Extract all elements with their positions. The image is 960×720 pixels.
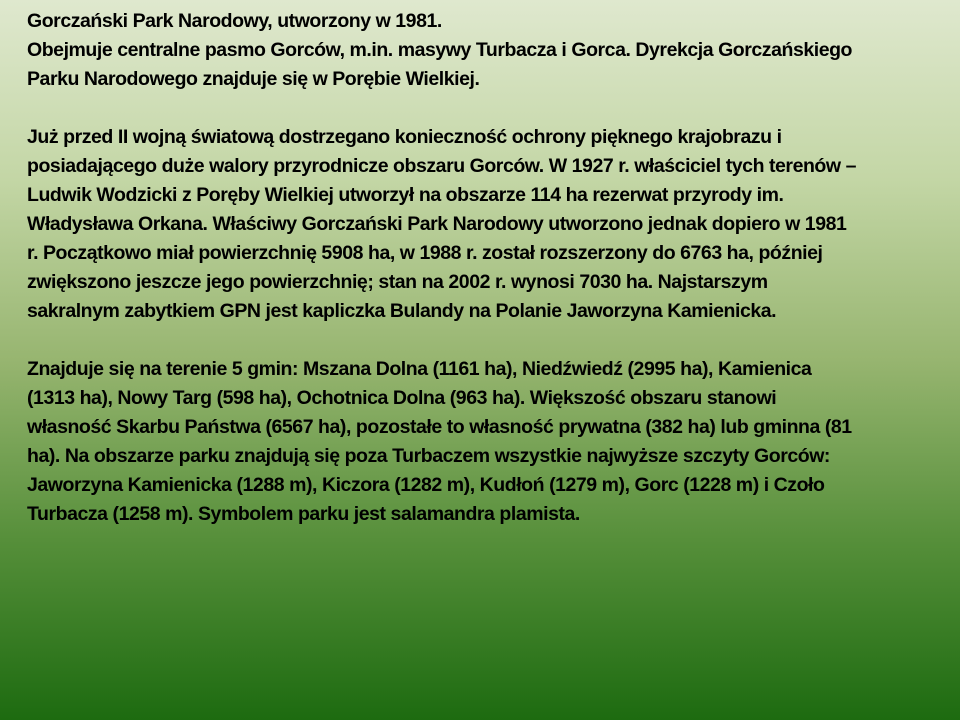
text-line: Jaworzyna Kamienicka (1288 m), Kiczora (1282 m), Kudłoń (1279 m), Gorc (1228 m) i Czoło bbox=[27, 474, 825, 496]
text-line: ha). Na obszarze parku znajdują się poza Turbaczem wszystkie najwyższe szczyty Gorców: bbox=[27, 445, 830, 467]
text-line: sakralnym zabytkiem GPN jest kapliczka Bulandy na Polanie Jaworzyna Kamienicka. bbox=[27, 300, 777, 322]
text-line: Już przed II wojną światową dostrzegano konieczność ochrony pięknego krajobrazu i bbox=[27, 126, 782, 148]
text-line: Obejmuje centralne pasmo Gorców, m.in. masywy Turbacza i Gorca. Dyrekcja Gorczańskiego bbox=[27, 39, 853, 61]
paragraph bbox=[27, 355, 934, 529]
text-line: Parku Narodowego znajduje się w Porębie Wielkiej. bbox=[27, 68, 480, 90]
text-line: Gorczański Park Narodowy, utworzony w 1981. bbox=[27, 10, 442, 32]
text-line: Władysława Orkana. Właściwy Gorczański Park Narodowy utworzono jednak dopiero w 1981 bbox=[27, 213, 847, 235]
text-line: posiadającego duże walory przyrodnicze obszaru Gorców. W 1927 r. właściciel tych terenów – bbox=[27, 155, 856, 177]
text-line: zwiększono jeszcze jego powierzchnię; stan na 2002 r. wynosi 7030 ha. Najstarszym bbox=[27, 271, 768, 293]
paragraph bbox=[27, 123, 934, 326]
text-line: własność Skarbu Państwa (6567 ha), pozostałe to własność prywatna (382 ha) lub gminna (81 bbox=[27, 416, 852, 438]
text-line: (1313 ha), Nowy Targ (598 ha), Ochotnica Dolna (963 ha). Większość obszaru stanowi bbox=[27, 387, 777, 409]
text-line: Znajduje się na terenie 5 gmin: Mszana Dolna (1161 ha), Niedźwiedź (2995 ha), Kamienica bbox=[27, 358, 812, 380]
text-line: r. Początkowo miał powierzchnię 5908 ha, w 1988 r. został rozszerzony do 6763 ha, później bbox=[27, 242, 823, 264]
paragraph bbox=[27, 7, 934, 94]
text-line: Ludwik Wodzicki z Poręby Wielkiej utworzył na obszarze 114 ha rezerwat przyrody im. bbox=[27, 184, 784, 206]
text-line: Turbacza (1258 m). Symbolem parku jest salamandra plamista. bbox=[27, 503, 580, 525]
